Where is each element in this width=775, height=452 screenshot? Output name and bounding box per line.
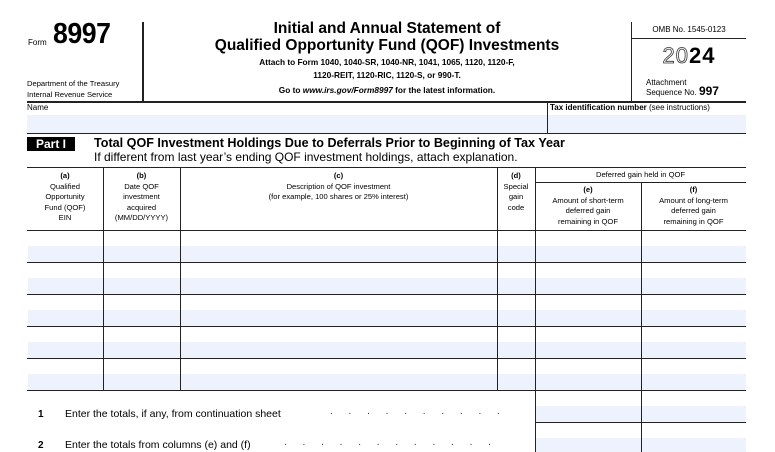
form-title [143, 20, 631, 97]
row-2-column-d-input[interactable] [498, 278, 535, 294]
row-3-column-d-input[interactable] [498, 310, 535, 326]
attach-line-2: 1120-REIT, 1120-RIC, 1120-S, or 990-T. [313, 70, 461, 80]
row-divider [27, 262, 746, 263]
tin-label-bold: Tax identification number [550, 103, 647, 112]
row-divider [27, 294, 746, 295]
line-1-column-e-input[interactable] [536, 406, 641, 422]
column-f-line: remaining in QOF [663, 216, 724, 226]
column-b-line: investment [123, 192, 160, 201]
table-top-rule [27, 167, 746, 168]
row-1-column-d-input[interactable] [498, 246, 535, 262]
column-header-b [103, 171, 180, 224]
column-c-line: Description of QOF investment [286, 181, 391, 191]
row-5-column-a-input[interactable] [28, 374, 103, 390]
column-f-letter: (f) [689, 185, 698, 194]
column-f-line: deferred gain [671, 206, 716, 215]
deferred-gain-group-header: Deferred gain held in QOF [595, 170, 686, 179]
row-2-column-c-input[interactable] [181, 278, 497, 294]
department-label [27, 78, 119, 100]
sequence-number: 997 [698, 84, 719, 98]
tin-input[interactable] [548, 115, 746, 133]
line-1-text: Enter the totals, if any, from continuation sheet [65, 408, 281, 420]
row-1-column-f-input[interactable] [642, 246, 746, 262]
attachment-sequence [646, 78, 719, 97]
irs-link[interactable]: www.irs.gov/Form8997 [302, 85, 393, 95]
line-2-number: 2 [38, 440, 44, 451]
part-1-subtitle: If different from last year’s ending QOF investment holdings, attach explanation. [94, 150, 518, 164]
part-1-badge: Part I [27, 137, 75, 151]
column-a-line: Fund (QOF) [44, 202, 86, 212]
column-e-line: Amount of short-term [552, 195, 624, 205]
column-b-line: acquired [126, 202, 157, 212]
column-a-line: EIN [58, 213, 72, 222]
row-4-column-a-input[interactable] [28, 342, 103, 358]
column-b-letter: (b) [136, 171, 147, 180]
row-4-column-f-input[interactable] [642, 342, 746, 358]
goto-line [143, 84, 631, 97]
column-divider-ab [103, 167, 104, 390]
row-3-column-f-input[interactable] [642, 310, 746, 326]
line-2-text: Enter the totals from columns (e) and (f) [65, 439, 251, 451]
row-3-column-c-input[interactable] [181, 310, 497, 326]
form-word: Form [28, 38, 47, 47]
column-a-line: Qualified [50, 181, 80, 191]
column-e-line: deferred gain [565, 206, 611, 215]
line-1-column-f-input[interactable] [642, 406, 746, 422]
omb-number: OMB No. 1545-0123 [652, 25, 726, 34]
row-5-column-e-input[interactable] [536, 374, 641, 390]
line-1-number: 1 [38, 409, 44, 420]
goto-prefix: Go to [278, 85, 303, 95]
column-header-c [180, 171, 497, 203]
line-2-leader-dots: . . . . . . . . . . . . [284, 437, 498, 448]
line-1-bottom-rule [535, 422, 746, 423]
table-bottom-rule [27, 390, 746, 391]
column-e-letter: (e) [583, 185, 593, 194]
title-line-2: Qualified Opportunity Fund (QOF) Investments [214, 37, 560, 54]
row-1-column-e-input[interactable] [536, 246, 641, 262]
row-1-column-a-input[interactable] [28, 246, 103, 262]
row-divider [27, 326, 746, 327]
form-number: 8997 [53, 18, 111, 50]
column-header-d [497, 171, 535, 213]
department-line-1: Department of the Treasury [27, 79, 120, 88]
column-header-e [535, 185, 641, 227]
column-b-line: Date QOF [124, 181, 159, 191]
column-f-line: Amount of long-term [659, 195, 728, 205]
row-2-column-a-input[interactable] [28, 278, 103, 294]
column-b-line: (MM/DD/YYYY) [114, 213, 169, 222]
tax-year [632, 43, 746, 69]
column-d-line: gain [508, 192, 524, 201]
year-bold: 24 [689, 43, 716, 68]
year-outline: 20 [662, 43, 689, 68]
column-a-line: Opportunity [45, 192, 85, 201]
row-3-column-b-input[interactable] [104, 310, 180, 326]
line-2-column-f-input[interactable] [642, 438, 746, 452]
column-header-f [641, 185, 746, 227]
column-d-line: Special [503, 181, 529, 191]
row-5-column-c-input[interactable] [181, 374, 497, 390]
row-5-column-b-input[interactable] [104, 374, 180, 390]
row-3-column-e-input[interactable] [536, 310, 641, 326]
row-4-column-b-input[interactable] [104, 342, 180, 358]
identity-bottom-rule [27, 133, 746, 134]
row-2-column-e-input[interactable] [536, 278, 641, 294]
row-4-column-c-input[interactable] [181, 342, 497, 358]
goto-suffix: for the latest information. [392, 85, 496, 95]
line-1-leader-dots: . . . . . . . . . . [330, 406, 507, 417]
column-d-letter: (d) [511, 171, 521, 180]
column-e-line: remaining in QOF [558, 216, 618, 226]
tin-label-rest: (see instructions) [646, 103, 710, 112]
row-2-column-b-input[interactable] [104, 278, 180, 294]
column-d-line: code [507, 202, 525, 212]
attachment-label: Attachment [646, 78, 687, 87]
line-2-column-e-input[interactable] [536, 438, 641, 452]
column-c-line: (for example, 100 shares or 25% interest) [268, 192, 409, 201]
name-label: Name [27, 103, 49, 112]
header-bottom-table-rule [27, 230, 746, 231]
row-3-column-a-input[interactable] [28, 310, 103, 326]
department-line-2: Internal Revenue Service [27, 90, 113, 99]
row-4-column-e-input[interactable] [536, 342, 641, 358]
row-5-column-d-input[interactable] [498, 374, 535, 390]
column-divider-bc [180, 167, 181, 390]
attach-line-1: Attach to Form 1040, 1040-SR, 1040-NR, 1041, 1065, 1120, 1120-F, [259, 57, 515, 67]
column-header-a [27, 171, 103, 224]
name-input[interactable] [27, 115, 547, 133]
part-1-title: Total QOF Investment Holdings Due to Deferrals Prior to Beginning of Tax Year [94, 136, 565, 150]
row-2-column-f-input[interactable] [642, 278, 746, 294]
title-line-1: Initial and Annual Statement of [273, 20, 501, 37]
column-a-letter: (a) [60, 171, 70, 180]
row-divider [27, 358, 746, 359]
omb-rule [631, 38, 746, 39]
row-5-column-f-input[interactable] [642, 374, 746, 390]
column-c-letter: (c) [333, 171, 344, 180]
row-1-column-b-input[interactable] [104, 246, 180, 262]
row-4-column-d-input[interactable] [498, 342, 535, 358]
sequence-label: Sequence No. [646, 88, 697, 97]
row-1-column-c-input[interactable] [181, 246, 497, 262]
column-divider-cd [497, 167, 498, 390]
tin-label [550, 103, 710, 112]
